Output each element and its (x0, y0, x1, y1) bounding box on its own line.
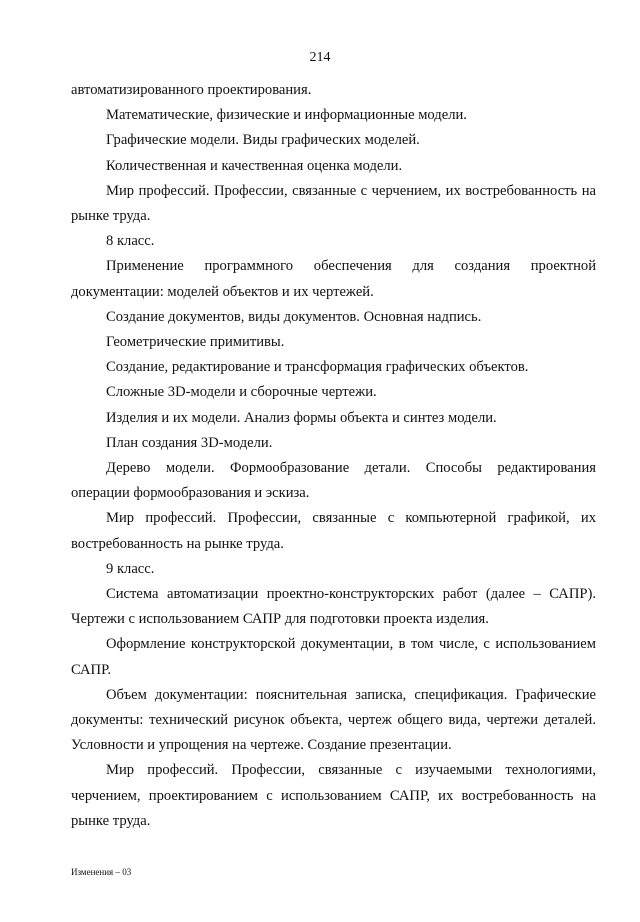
grade-heading: 8 класс. (106, 233, 155, 250)
paragraph: автоматизированного проектирования. (71, 82, 312, 98)
page-number: 214 (309, 50, 331, 65)
paragraph: Мир профессий. Профессии, связанные с черчением, их востребованность на рынке труда. (71, 182, 596, 225)
document-body (71, 78, 596, 834)
paragraph: Объем документации: пояснительная записка, спецификация. Графические документы: технический рисунок объекта, чертеж общего вида, чертежи деталей. Условности и упрощения на чертеже. Создание презентации. (71, 686, 596, 754)
paragraph: Применение программного обеспечения для создания проектной документации: моделей объектов и их чертежей. (71, 258, 596, 300)
paragraph: Мир профессий. Профессии, связанные с изучаемыми технологиями, черчением, проектированием с использованием САПР, их востребованность на рынке труда. (71, 762, 596, 829)
paragraph: План создания 3D-модели. (106, 434, 273, 451)
paragraph: Система автоматизации проектно-конструкторских работ (далее – САПР). Чертежи с использованием САПР для подготовки проекта изделия. (71, 586, 596, 628)
paragraph: Дерево модели. Формообразование детали. Способы редактирования операции формообразования и эскиза. (71, 460, 596, 502)
paragraph: Сложные 3D-модели и сборочные чертежи. (106, 384, 377, 401)
paragraph: Изделия и их модели. Анализ формы объекта и синтез модели. (106, 409, 497, 426)
paragraph: Создание, редактирование и трансформация графических объектов. (106, 359, 529, 376)
paragraph: Математические, физические и информационные модели. (106, 107, 467, 124)
paragraph: Количественная и качественная оценка модели. (106, 157, 403, 174)
paragraph: Геометрические примитивы. (106, 334, 285, 351)
paragraph: Мир профессий. Профессии, связанные с компьютерной графикой, их востребованность на рынке труда. (71, 510, 596, 552)
paragraph: Оформление конструкторской документации, в том числе, с использованием САПР. (71, 636, 596, 678)
grade-heading: 9 класс. (106, 560, 155, 577)
page-footer: Изменения – 03 (71, 867, 132, 877)
paragraph: Графические модели. Виды графических моделей. (106, 132, 420, 149)
paragraph: Создание документов, виды документов. Основная надпись. (106, 308, 482, 325)
